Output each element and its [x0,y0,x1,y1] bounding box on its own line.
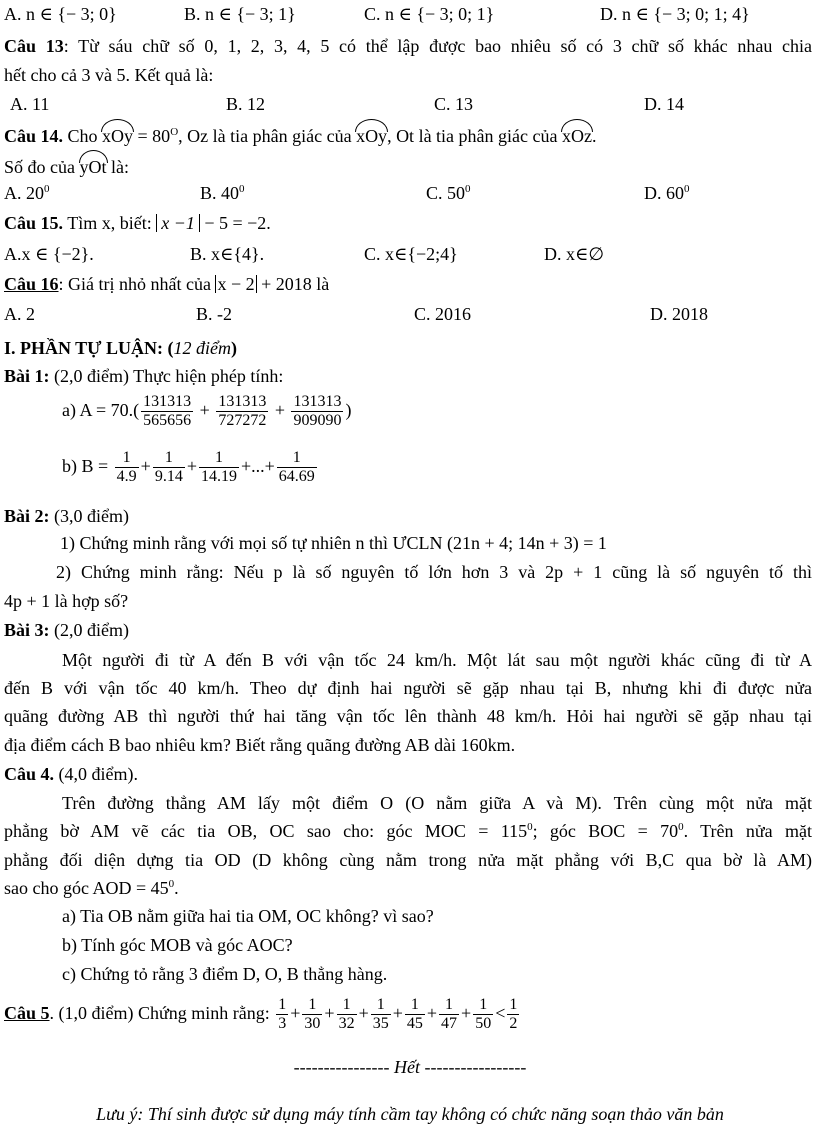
q16-abs: x − 2 [217,274,255,294]
part2-heading: I. PHẦN TỰ LUẬN: (12 điểm) [4,338,238,358]
note: Lưu ý: Thí sinh được sử dụng máy tính cầm tay không có chức năng soạn thảo văn bản [96,1104,724,1124]
bai1-a: a) A = 70.( $\frac{131313}{565656}$ + $\frac{131313}{727272}$ + $\frac{131313}{909090}$ ) [62,393,352,430]
bai2-item2-line2: 4p + 1 là hợp số? [4,591,129,611]
q14-option-c: C. $50^0$ [426,183,471,203]
bai1-b-frac-3: $\frac{1}{14.19}$ [200,449,237,486]
cau5-frac-4: $\frac{1}{35}$ [372,996,389,1033]
q15-option-c: C. x∈{−2;4} [364,244,458,264]
cau5-frac-7: $\frac{1}{50}$ [475,996,492,1033]
cau5-line: Câu 5. (1,0 điểm) Chứng minh rằng: $\frac{1}{3}$ + $\frac{1}{30}$ + $\frac{1}{32}$ + $\frac{1}{35}$ + $\frac{1}{45}$ + $\frac{1}{47}$ + $\frac{1}{50}$ < $\frac{1}{2}$ [4,996,518,1033]
q14-option-d: D. $60^0$ [644,183,690,203]
q14-options [4,183,804,207]
cau5-frac-5: $\frac{1}{45}$ [406,996,423,1033]
q14-line2: Số đo của yOt là: [4,153,812,179]
cau4-b: b) Tính góc MOB và góc AOC? [62,935,293,955]
q15-line: Câu 15. Tìm x, biết: x −1 − 5 = −2. [4,213,271,233]
q16-option-d: D. 2018 [650,304,708,324]
bai1-heading: Bài 1: (2,0 điểm) Thực hiện phép tính: [4,366,284,386]
q12-option-d: D. n ∈ {− 3; 0; 1; 4} [600,4,750,24]
cau5-frac-6: $\frac{1}{47}$ [441,996,458,1033]
bai3-heading: Bài 3: (2,0 điểm) [4,620,129,640]
q12-option-b: B. n ∈ {− 3; 1} [184,4,296,24]
q15-option-d: D. x∈∅ [544,244,605,264]
bai2-item2-line1: 2) Chứng minh rằng: Nếu p là số nguyên tố lớn hơn 3 và 2p + 1 cũng là số nguyên tố thì [56,562,812,582]
q14-option-a: A. $20^0$ [4,183,50,203]
cau4-heading: Câu 4. (4,0 điểm). [4,764,138,784]
bai1-b-frac-1: $\frac{1}{4.9}$ [116,449,137,486]
bai1-b-frac-last: $\frac{1}{64.69}$ [278,449,315,486]
q14-line1: Câu 14. Cho xOy = $80^O$, Oz là tia phân giác của xOy, Ot là tia phân giác của xOz. [4,122,812,148]
cau5-frac-1: $\frac{1}{3}$ [278,996,287,1033]
bai3-line2: đến B với vận tốc 40 km/h. Theo dự định hai người sẽ gặp nhau tại B, nhưng khi đi được nửa [4,678,812,698]
q13-option-c: C. 13 [434,94,474,114]
angle-xOz: xOz [562,122,592,148]
cau5-rhs: $\frac{1}{2}$ [509,996,518,1033]
bai1-b-frac-2: $\frac{1}{9.14}$ [154,449,183,486]
q15-option-a: A.x ∈ {−2}. [4,244,94,264]
angle-yOt: yOt [80,153,107,179]
bai3-line3: quãng đường AB thì người thứ hai tăng vận tốc lên thành 48 km/h. Hỏi hai người sẽ gặp nhau tại [4,706,812,726]
bai1-a-frac-3: $\frac{131313}{909090}$ [293,393,342,430]
bai3-line4: địa điểm cách B bao nhiêu km? Biết rằng quãng đường AB dài 160km. [4,735,516,755]
q13-option-d: D. 14 [644,94,684,114]
cau4-line2: phẳng bờ AM vẽ các tia OB, OC sao cho: góc MOC = $115^0$; góc BOC = $70^0$. Trên nửa mặt [4,821,812,841]
q15-option-b: B. x∈{4}. [190,244,265,264]
cau4-line1: Trên đường thẳng AM lấy một điểm O (O nằm giữa A và M). Trên cùng một nửa mặt [62,793,812,813]
cau4-c: c) Chứng tỏ rằng 3 điểm D, O, B thẳng hàng. [62,964,388,984]
q16-line: Câu 16: Giá trị nhỏ nhất của x − 2 + 2018 là [4,274,330,294]
cau5-frac-3: $\frac{1}{32}$ [338,996,355,1033]
q13-options [4,94,804,118]
bai3-line1: Một người đi từ A đến B với vận tốc 24 km/h. Một lát sau một người khác cũng đi từ A [62,650,812,670]
cau4-a: a) Tia OB nằm giữa hai tia OM, OC không? vì sao? [62,906,434,926]
bai1-b: b) B = $\frac{1}{4.9}$ + $\frac{1}{9.14}$ + $\frac{1}{14.19}$ +...+ $\frac{1}{64.69}$ [62,449,315,486]
cau4-line4: sao cho góc AOD = $45^0$. [4,878,179,898]
cau4-line3: phẳng đối diện dựng tia OD (D không cùng nằm trong nửa mặt phẳng với B,C qua bờ là AM) [4,850,812,870]
q16-option-a: A. 2 [4,304,35,324]
q14-option-b: B. $40^0$ [200,183,245,203]
bai2-item1: 1) Chứng minh rằng với mọi số tự nhiên n thì ƯCLN (21n + 4; 14n + 3) = 1 [60,533,607,553]
q12-options [4,4,804,28]
end-marker: ---------------- Hết ----------------- [293,1057,527,1077]
q16-option-b: B. -2 [196,304,233,324]
q15-options [4,244,804,268]
q13-line2: hết cho cả 3 và 5. Kết quả là: [4,65,214,85]
q15-abs: x −1 [156,214,200,232]
q16-options [4,304,804,328]
bai1-a-frac-2: $\frac{131313}{727272}$ [218,393,267,430]
angle-xOy: xOy [102,122,133,148]
q13-option-b: B. 12 [226,94,266,114]
q12-option-a: A. n ∈ {− 3; 0} [4,4,117,24]
q16-option-c: C. 2016 [414,304,472,324]
q13-line1: Câu 13: Từ sáu chữ số 0, 1, 2, 3, 4, 5 có thể lập được bao nhiêu số có 3 chữ số khác nhau chia [4,36,813,56]
angle-xOy-2: xOy [356,122,387,148]
q12-option-c: C. n ∈ {− 3; 0; 1} [364,4,495,24]
bai2-heading: Bài 2: (3,0 điểm) [4,506,129,526]
cau5-frac-2: $\frac{1}{30}$ [304,996,321,1033]
bai1-a-frac-1: $\frac{131313}{565656}$ [143,393,192,430]
q13-option-a: A. 11 [10,94,50,114]
